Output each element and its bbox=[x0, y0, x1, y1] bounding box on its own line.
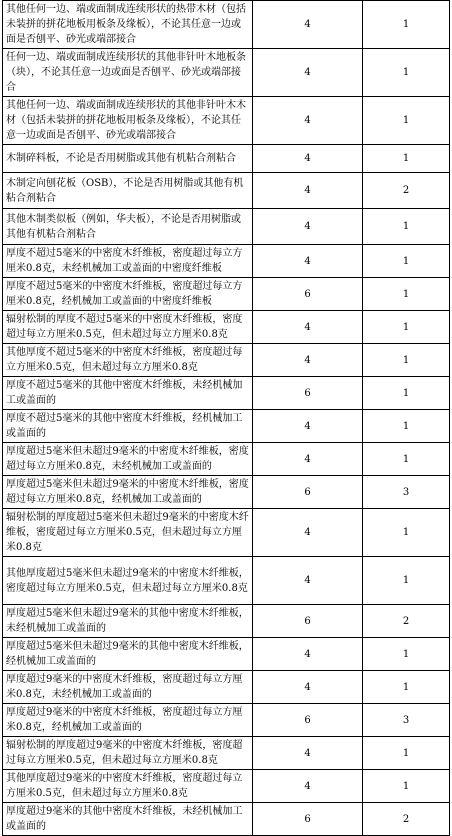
goods-description-cell: 其他厚度超过9毫米的中密度木纤维板，密度超过每立方厘米0.5克，但未超过每立方厘米0.8克 bbox=[3, 770, 253, 803]
value-a-cell: 4 bbox=[253, 1, 363, 49]
goods-description-cell: 厚度不超过5毫米的中密度木纤维板，密度超过每立方厘米0.8克，经机械加工或盖面的中密度纤维板 bbox=[3, 278, 253, 311]
value-a-cell: 4 bbox=[253, 638, 363, 671]
value-b-cell: 1 bbox=[363, 1, 450, 49]
tariff-table-body bbox=[3, 1, 450, 836]
value-a-cell: 4 bbox=[253, 49, 363, 97]
value-a-cell: 4 bbox=[253, 311, 363, 344]
value-a-cell: 4 bbox=[253, 557, 363, 605]
value-b-cell: 1 bbox=[363, 311, 450, 344]
value-a-cell: 4 bbox=[253, 97, 363, 145]
table-row bbox=[3, 311, 450, 344]
goods-description-cell: 其他任何一边、端或面制成连续形状的其他非针叶木木材（包括未装拼的拼花地板用板条及缘板），不论其任意一边或面是否刨平、砂光或端部接合 bbox=[3, 97, 253, 145]
goods-description-cell: 厚度超过9毫米的中密度木纤维板，密度超过每立方厘米0.8克，未经机械加工或盖面的 bbox=[3, 671, 253, 704]
value-b-cell: 1 bbox=[363, 145, 450, 173]
table-row bbox=[3, 1, 450, 49]
goods-description-cell: 木制定向刨花板（OSB），不论是否用树脂或其他有机粘合剂粘合 bbox=[3, 173, 253, 209]
table-row bbox=[3, 671, 450, 704]
value-b-cell: 1 bbox=[363, 770, 450, 803]
value-a-cell: 4 bbox=[253, 145, 363, 173]
value-b-cell: 1 bbox=[363, 410, 450, 443]
value-a-cell: 6 bbox=[253, 704, 363, 737]
value-a-cell: 4 bbox=[253, 671, 363, 704]
value-b-cell: 1 bbox=[363, 344, 450, 377]
value-b-cell: 1 bbox=[363, 209, 450, 245]
value-b-cell: 1 bbox=[363, 49, 450, 97]
value-a-cell: 4 bbox=[253, 770, 363, 803]
table-row bbox=[3, 509, 450, 557]
goods-description-cell: 厚度超过5毫米但未超过9毫米的中密度木纤维板，密度超过每立方厘米0.8克，经机械加工或盖面的 bbox=[3, 476, 253, 509]
table-row bbox=[3, 278, 450, 311]
goods-description-cell: 其他厚度不超过5毫米的中密度木纤维板，密度超过每立方厘米0.5克，但未超过每立方厘米0.8克 bbox=[3, 344, 253, 377]
goods-description-cell: 厚度超过5毫米但未超过9毫米的中密度木纤维板，密度超过每立方厘米0.8克，未经机械加工或盖面的 bbox=[3, 443, 253, 476]
goods-description-cell: 厚度超过9毫米的其他中密度木纤维板，未经机械加工或盖面的 bbox=[3, 803, 253, 836]
value-a-cell: 4 bbox=[253, 737, 363, 770]
value-b-cell: 2 bbox=[363, 605, 450, 638]
value-b-cell: 1 bbox=[363, 638, 450, 671]
value-b-cell: 3 bbox=[363, 704, 450, 737]
value-b-cell: 1 bbox=[363, 278, 450, 311]
goods-description-cell: 其他厚度超过5毫米但未超过9毫米的中密度木纤维板，密度超过每立方厘米0.5克，但未超过每立方厘米0.8克 bbox=[3, 557, 253, 605]
value-b-cell: 1 bbox=[363, 671, 450, 704]
value-a-cell: 4 bbox=[253, 443, 363, 476]
value-b-cell: 1 bbox=[363, 245, 450, 278]
value-a-cell: 4 bbox=[253, 410, 363, 443]
table-row bbox=[3, 49, 450, 97]
table-row bbox=[3, 344, 450, 377]
value-b-cell: 1 bbox=[363, 443, 450, 476]
value-b-cell: 2 bbox=[363, 173, 450, 209]
value-b-cell: 1 bbox=[363, 737, 450, 770]
goods-description-cell: 辐射松制的厚度超过5毫米但未超过9毫米的中密度木纤维板，密度超过每立方厘米0.5克，但未超过每立方厘米0.8克 bbox=[3, 509, 253, 557]
goods-description-cell: 辐射松制的厚度超过9毫米的中密度木纤维板，密度超过每立方厘米0.5克，但未超过每立方厘米0.8克 bbox=[3, 737, 253, 770]
value-a-cell: 4 bbox=[253, 509, 363, 557]
table-row bbox=[3, 97, 450, 145]
table-row bbox=[3, 557, 450, 605]
table-row bbox=[3, 770, 450, 803]
value-a-cell: 6 bbox=[253, 803, 363, 836]
value-a-cell: 6 bbox=[253, 605, 363, 638]
value-a-cell: 4 bbox=[253, 173, 363, 209]
goods-description-cell: 厚度不超过5毫米的中密度木纤维板，密度超过每立方厘米0.8克，未经机械加工或盖面的中密度纤维板 bbox=[3, 245, 253, 278]
table-row bbox=[3, 410, 450, 443]
value-a-cell: 6 bbox=[253, 476, 363, 509]
value-b-cell: 1 bbox=[363, 557, 450, 605]
table-row bbox=[3, 173, 450, 209]
goods-description-cell: 厚度超过9毫米的中密度木纤维板，密度超过每立方厘米0.8克，经机械加工或盖面的 bbox=[3, 704, 253, 737]
goods-description-cell: 其他木制类似板（例如，华夫板），不论是否用树脂或其他有机粘合剂粘合 bbox=[3, 209, 253, 245]
goods-description-cell: 厚度超过5毫米但未超过9毫米的其他中密度木纤维板，未经机械加工或盖面的 bbox=[3, 605, 253, 638]
table-row bbox=[3, 737, 450, 770]
value-a-cell: 6 bbox=[253, 377, 363, 410]
table-row bbox=[3, 704, 450, 737]
value-b-cell: 1 bbox=[363, 509, 450, 557]
table-row bbox=[3, 803, 450, 836]
table-row bbox=[3, 377, 450, 410]
value-a-cell: 6 bbox=[253, 278, 363, 311]
goods-description-cell: 厚度不超过5毫米的其他中密度木纤维板，经机械加工或盖面的 bbox=[3, 410, 253, 443]
value-b-cell: 1 bbox=[363, 377, 450, 410]
table-row bbox=[3, 209, 450, 245]
value-b-cell: 1 bbox=[363, 97, 450, 145]
goods-description-cell: 辐射松制的厚度不超过5毫米的中密度木纤维板，密度超过每立方厘米0.5克，但未超过每立方厘米0.8克 bbox=[3, 311, 253, 344]
tariff-table bbox=[2, 0, 450, 836]
table-row bbox=[3, 605, 450, 638]
table-row bbox=[3, 638, 450, 671]
table-row bbox=[3, 245, 450, 278]
table-row bbox=[3, 145, 450, 173]
goods-description-cell: 厚度超过5毫米但未超过9毫米的其他中密度木纤维板，经机械加工或盖面的 bbox=[3, 638, 253, 671]
value-b-cell: 3 bbox=[363, 476, 450, 509]
value-a-cell: 4 bbox=[253, 245, 363, 278]
goods-description-cell: 任何一边、端或面制成连续形状的其他非针叶木地板条（块），不论其任意一边或面是否刨平、砂光或端部接合 bbox=[3, 49, 253, 97]
goods-description-cell: 其他任何一边、端或面制成连续形状的热带木材（包括未装拼的拼花地板用板条及缘板），不论其任意一边或面是否刨平、砂光或端部接合 bbox=[3, 1, 253, 49]
goods-description-cell: 木制碎料板，不论是否用树脂或其他有机粘合剂粘合 bbox=[3, 145, 253, 173]
table-row bbox=[3, 443, 450, 476]
value-b-cell: 2 bbox=[363, 803, 450, 836]
goods-description-cell: 厚度不超过5毫米的其他中密度木纤维板，未经机械加工或盖面的 bbox=[3, 377, 253, 410]
value-a-cell: 4 bbox=[253, 344, 363, 377]
table-row bbox=[3, 476, 450, 509]
value-a-cell: 4 bbox=[253, 209, 363, 245]
